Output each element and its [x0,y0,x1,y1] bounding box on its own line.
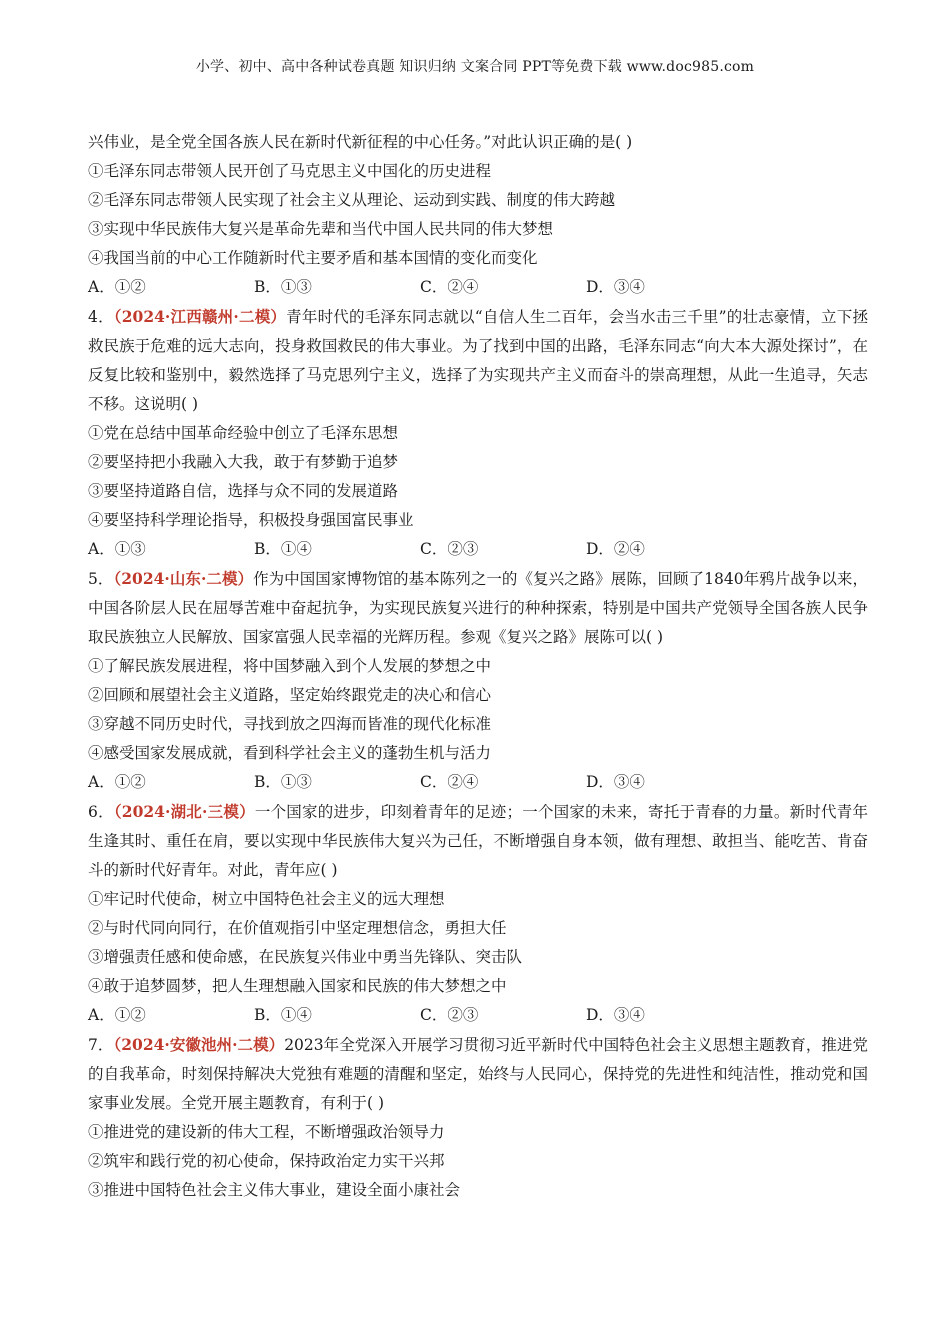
question-6-stem [88,797,868,885]
question-7-option-2: ②筑牢和践行党的初心使命，保持政治定力实干兴邦 [88,1152,445,1170]
question-3-choices [88,273,868,302]
question-text: 一个国家的进步，印刻着青年的足迹；一个国家的未来，寄托于青春的力量。新时代青年生逢其时、重任在肩，要以实现中华民族伟大复兴为己任，不断增强自身本领，做有理想、敢担当、能吃苦、肯奋斗的新时代好青年。对此，青年应( ) [88,803,868,879]
question-6-option-3: ③增强责任感和使命感，在民族复兴伟业中勇当先锋队、突击队 [88,948,523,966]
question-5-choices [88,768,868,797]
question-5 [88,564,868,797]
choice-d: D．②④ [586,540,645,558]
choice-a: A．①② [88,1006,146,1024]
choice-c: C．②④ [420,773,479,791]
question-3-option-3: ③实现中华民族伟大复兴是革命先辈和当代中国人民共同的伟大梦想 [88,220,554,238]
choice-c: C．②③ [420,540,479,558]
choice-a: A．①② [88,773,146,791]
question-5-option-3: ③穿越不同历史时代，寻找到放之四海而皆准的现代化标准 [88,715,492,733]
question-5-stem [88,564,868,652]
question-5-option-2: ②回顾和展望社会主义道路，坚定始终跟党走的决心和信心 [88,686,492,704]
question-6-option-4: ④敢于追梦圆梦，把人生理想融入国家和民族的伟大梦想之中 [88,977,507,995]
question-3-option-1: ①毛泽东同志带领人民开创了马克思主义中国化的历史进程 [88,162,492,180]
question-5-option-1: ①了解民族发展进程，将中国梦融入到个人发展的梦想之中 [88,657,492,675]
question-7 [88,1030,868,1205]
question-number: 4． [88,308,114,326]
question-4-option-4: ④要坚持科学理论指导，积极投身强国富民事业 [88,511,414,529]
question-4-option-2: ②要坚持把小我融入大我，敢于有梦勤于追梦 [88,453,399,471]
question-source: （2024·安徽池州·二模） [113,1035,285,1054]
question-6-option-2: ②与时代同向同行，在价值观指引中坚定理想信念，勇担大任 [88,919,507,937]
question-4-stem [88,302,868,419]
choice-a: A．①② [88,278,146,296]
question-source: （2024·江西赣州·二模） [113,307,287,326]
choice-b: B．①④ [254,1006,312,1024]
question-3-option-2: ②毛泽东同志带领人民实现了社会主义从理论、运动到实践、制度的伟大跨越 [88,191,616,209]
question-3-stem: 兴伟业，是全党全国各族人民在新时代新征程的中心任务。”对此认识正确的是( ) [88,133,633,151]
question-text: 2023年全党深入开展学习贯彻习近平新时代中国特色社会主义思想主题教育，推进党的自我革命，时刻保持解决大党独有难题的清醒和坚定，始终与人民同心，保持党的先进性和纯洁性，推动党和国家事业发展。全党开展主题教育，有利于( ) [88,1036,868,1112]
question-7-option-1: ①推进党的建设新的伟大工程，不断增强政治领导力 [88,1123,445,1141]
question-number: 5． [88,570,114,588]
choice-d: D．③④ [586,773,645,791]
question-source: （2024·山东·二模） [113,569,254,588]
question-text: 作为中国国家博物馆的基本陈列之一的《复兴之路》展陈，回顾了1840年鸦片战争以来，中国各阶层人民在屈辱苦难中奋起抗争，为实现民族复兴进行的种种探索，特别是中国共产党领导全国各族人民争取民族独立人民解放、国家富强人民幸福的光辉历程。参观《复兴之路》展陈可以( ) [88,570,868,646]
question-3-option-4: ④我国当前的中心工作随新时代主要矛盾和基本国情的变化而变化 [88,249,538,267]
question-4-choices [88,535,868,564]
question-number: 6． [88,803,114,821]
question-4-option-3: ③要坚持道路自信，选择与众不同的发展道路 [88,482,399,500]
page-header: 小学、初中、高中各种试卷真题 知识归纳 文案合同 PPT等免费下载 www.doc985.com [195,59,755,75]
question-7-stem [88,1030,868,1118]
question-5-option-4: ④感受国家发展成就，看到科学社会主义的蓬勃生机与活力 [88,744,492,762]
question-4-option-1: ①党在总结中国革命经验中创立了毛泽东思想 [88,424,399,442]
question-7-option-3: ③推进中国特色社会主义伟大事业，建设全面小康社会 [88,1181,461,1199]
choice-b: B．①③ [254,773,312,791]
question-6-choices [88,1001,868,1030]
choice-d: D．③④ [586,1006,645,1024]
question-number: 7． [88,1036,114,1054]
question-source: （2024·湖北·三模） [113,802,255,821]
question-3 [88,128,868,302]
choice-d: D．③④ [586,278,645,296]
question-content [88,128,868,1205]
question-4 [88,302,868,564]
choice-b: B．①③ [254,278,312,296]
choice-a: A．①③ [88,540,146,558]
question-6 [88,797,868,1030]
question-text: 青年时代的毛泽东同志就以“自信人生二百年，会当水击三千里”的壮志豪情，立下拯救民族于危难的远大志向，投身救国救民的伟大事业。为了找到中国的出路，毛泽东同志“向大本大源处探讨”，在反复比较和鉴别中，毅然选择了马克思列宁主义，选择了为实现共产主义而奋斗的崇高理想，从此一生追寻，矢志不移。这说明( ) [88,308,868,413]
choice-b: B．①④ [254,540,312,558]
choice-c: C．②③ [420,1006,479,1024]
choice-c: C．②④ [420,278,479,296]
question-6-option-1: ①牢记时代使命，树立中国特色社会主义的远大理想 [88,890,445,908]
